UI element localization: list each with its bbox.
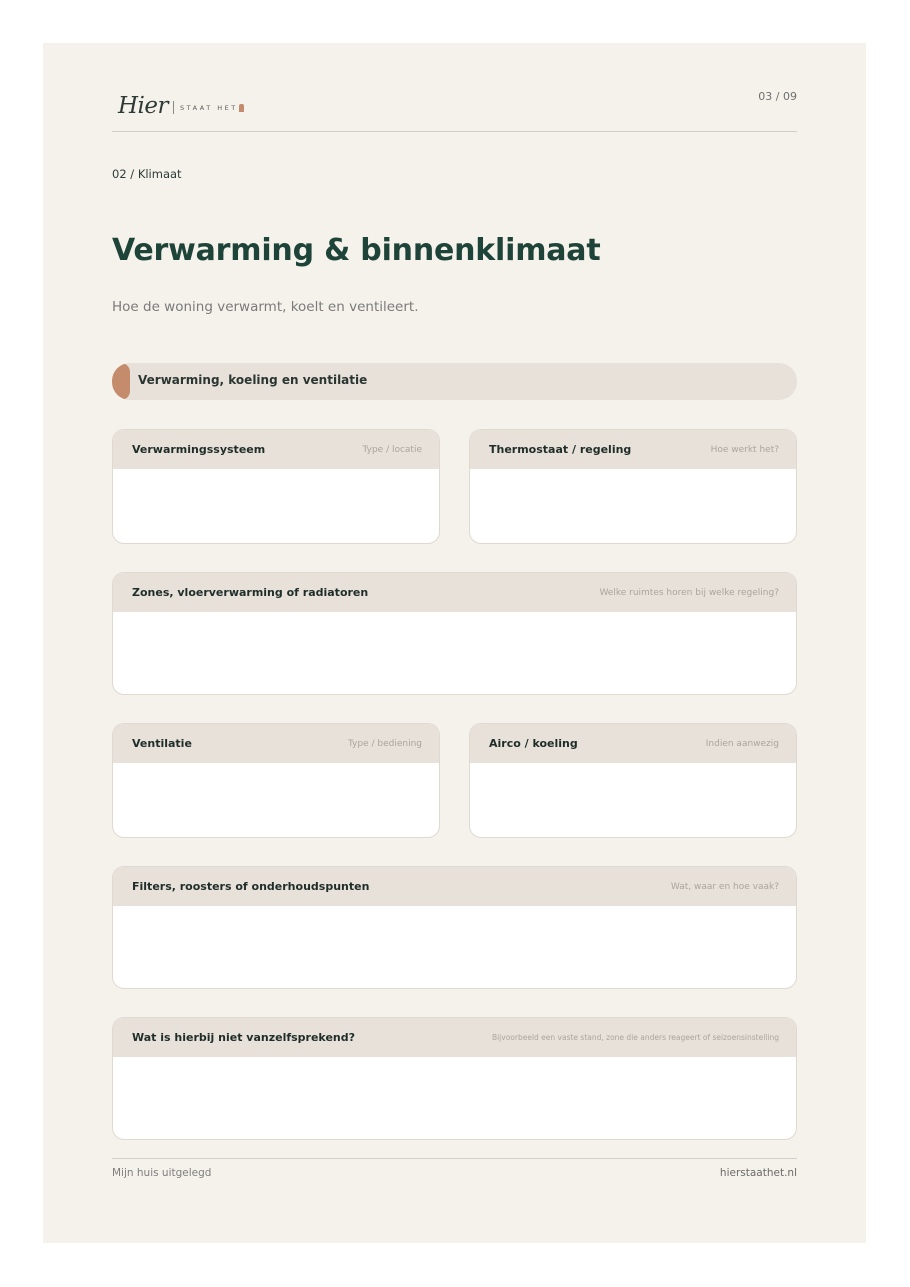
- card-hint: Welke ruimtes horen bij welke regeling?: [599, 587, 779, 598]
- card-write-area[interactable]: [113, 612, 796, 695]
- card-title: Airco / koeling: [489, 737, 578, 750]
- card-hint: Wat, waar en hoe vaak?: [670, 881, 779, 892]
- footer-divider: [112, 1158, 797, 1159]
- field-card-heating-system: [112, 429, 440, 544]
- card-write-area[interactable]: [113, 906, 796, 989]
- footer-document-title: Mijn huis uitgelegd: [112, 1167, 212, 1179]
- card-header: [113, 867, 796, 906]
- card-write-area[interactable]: [113, 1057, 796, 1140]
- card-title: Wat is hierbij niet vanzelfsprekend?: [132, 1031, 355, 1044]
- page-number: 03 / 09: [758, 90, 797, 103]
- card-hint: Type / locatie: [362, 444, 422, 455]
- card-title: Ventilatie: [132, 737, 192, 750]
- card-title: Verwarmingssysteem: [132, 443, 266, 456]
- band-accent-marker: [112, 363, 130, 400]
- field-card-filters: [112, 866, 797, 989]
- logo-divider: [173, 101, 174, 114]
- card-write-area[interactable]: [470, 469, 796, 544]
- page-title: Verwarming & binnenklimaat: [112, 233, 601, 268]
- card-hint: Hoe werkt het?: [710, 444, 779, 455]
- footer-website: hierstaathet.nl: [719, 1167, 797, 1179]
- card-hint: Type / bediening: [347, 738, 422, 749]
- document-page: [43, 43, 866, 1243]
- logo-mark-icon: [239, 104, 244, 112]
- band-label: Verwarming, koeling en ventilatie: [138, 373, 368, 387]
- field-card-ventilation: [112, 723, 440, 838]
- card-write-area[interactable]: [470, 763, 796, 838]
- header-divider: [112, 131, 797, 132]
- card-hint: Bijvoorbeeld een vaste stand, zone die anders reageert of seizoensinstelling: [491, 1033, 779, 1042]
- card-hint: Indien aanwezig: [705, 738, 779, 749]
- section-breadcrumb: 02 / Klimaat: [112, 167, 182, 181]
- card-header: [470, 430, 796, 469]
- card-header: [470, 724, 796, 763]
- field-card-airco: [469, 723, 797, 838]
- card-header: [113, 724, 439, 763]
- field-card-not-obvious: [112, 1017, 797, 1140]
- card-header: [113, 430, 439, 469]
- card-header: [113, 573, 796, 612]
- card-title: Zones, vloerverwarming of radiatoren: [132, 586, 369, 599]
- logo-tagline: STAAT HET: [180, 104, 238, 112]
- card-header: [113, 1018, 796, 1057]
- section-band: [112, 363, 797, 400]
- page-subtitle: Hoe de woning verwarmt, koelt en ventileert.: [112, 299, 419, 315]
- field-card-thermostat: [469, 429, 797, 544]
- card-title: Filters, roosters of onderhoudspunten: [132, 880, 370, 893]
- logo-wordmark: Hier: [118, 93, 169, 119]
- card-title: Thermostaat / regeling: [489, 443, 632, 456]
- card-write-area[interactable]: [113, 469, 439, 544]
- brand-logo: [118, 91, 244, 121]
- card-write-area[interactable]: [113, 763, 439, 838]
- field-card-zones: [112, 572, 797, 695]
